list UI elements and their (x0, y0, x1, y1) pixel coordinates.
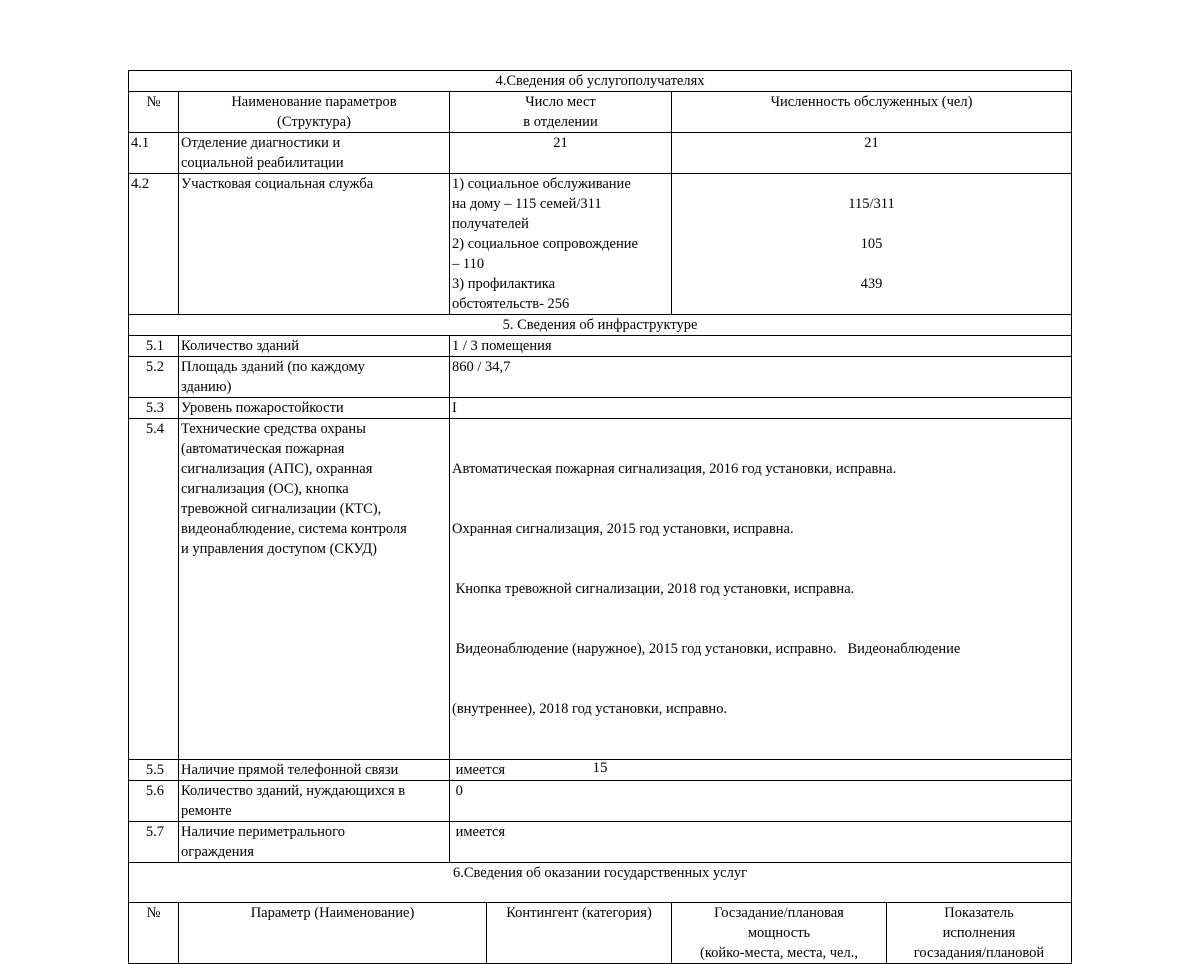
row-num: 5.4 (129, 419, 179, 760)
row-value-line: Автоматическая пожарная сигнализация, 2016 год установки, исправна. (452, 461, 897, 477)
row-name-line: и управления доступом (СКУД) (181, 541, 377, 557)
row-name-line: Площадь зданий (по каждому (181, 359, 365, 375)
row-num: 5.5 (129, 760, 179, 781)
row-name-line: Отделение диагностики и (181, 135, 341, 151)
table-row (129, 398, 1072, 419)
row-name-line: (автоматическая пожарная (181, 441, 345, 457)
row-value: 0 (450, 781, 1072, 822)
row-value-line: (внутреннее), 2018 год установки, исправно. (452, 701, 728, 717)
header-indicator-line: госзадания/плановой (913, 945, 1045, 961)
row-value: 1 / 3 помещения (450, 336, 1072, 357)
row-name (179, 822, 450, 863)
header-plan-line: мощность (747, 925, 811, 941)
row-places-line: обстоятельств- 256 (452, 296, 570, 312)
row-places-line: 2) социальное сопровождение (452, 236, 638, 252)
row-name-line: Количество зданий, нуждающихся в (181, 783, 406, 799)
section-6-header-row (129, 903, 1072, 964)
row-value (450, 419, 1072, 760)
row-name (179, 133, 450, 174)
table-row (129, 822, 1072, 863)
header-places-line2: в отделении (523, 114, 598, 130)
row-places-line: на дому – 115 семей/311 (452, 196, 602, 212)
row-value-line: Кнопка тревожной сигнализации, 2018 год установки, исправна. (452, 581, 855, 597)
main-table (128, 70, 1072, 964)
row-num: 5.7 (129, 822, 179, 863)
section-4-header-row (129, 92, 1072, 133)
header-contingent: Контингент (категория) (487, 903, 672, 964)
row-name-line: сигнализация (АПС), охранная (181, 461, 373, 477)
header-places-line1: Число мест (525, 94, 596, 110)
row-served (672, 174, 1072, 315)
header-num: № (129, 903, 179, 964)
header-indicator-line: исполнения (942, 925, 1016, 941)
row-name-line: видеонаблюдение, система контроля (181, 521, 407, 537)
header-param: Параметр (Наименование) (179, 903, 487, 964)
row-num: 5.2 (129, 357, 179, 398)
row-served: 21 (672, 133, 1072, 174)
header-name (179, 92, 450, 133)
header-plan-line: (койко-места, места, чел., (700, 945, 858, 961)
table-row (129, 336, 1072, 357)
row-name (179, 419, 450, 760)
row-num: 4.2 (129, 174, 179, 315)
header-indicator (887, 903, 1072, 964)
section-5-title-row (129, 315, 1072, 336)
header-name-line2: (Структура) (277, 114, 351, 130)
row-value: имеется (450, 760, 1072, 781)
row-places-line: 3) профилактика (452, 276, 556, 292)
row-name-line: сигнализация (ОС), кнопка (181, 481, 349, 497)
row-name: Участковая социальная служба (179, 174, 450, 315)
row-num: 5.1 (129, 336, 179, 357)
header-served: Численность обслуженных (чел) (672, 92, 1072, 133)
row-name-line: ремонте (181, 803, 232, 819)
section-6-title-row (129, 863, 1072, 903)
row-num: 5.3 (129, 398, 179, 419)
row-value: I (450, 398, 1072, 419)
table-row (129, 133, 1072, 174)
header-name-line1: Наименование параметров (231, 94, 397, 110)
row-name-line: зданию) (181, 379, 232, 395)
row-served-value: 115/311 (848, 196, 895, 212)
row-name-line: социальной реабилитации (181, 155, 344, 171)
table-row (129, 781, 1072, 822)
row-num: 5.6 (129, 781, 179, 822)
section-4-title-row (129, 71, 1072, 92)
row-name (179, 781, 450, 822)
row-num: 4.1 (129, 133, 179, 174)
section-5-title: 5. Сведения об инфраструктуре (129, 315, 1072, 336)
row-places-line: 1) социальное обслуживание (452, 176, 631, 192)
row-places-line: получателей (452, 216, 529, 232)
row-name-line: Технические средства охраны (181, 421, 366, 437)
header-places (450, 92, 672, 133)
row-value: 860 / 34,7 (450, 357, 1072, 398)
section-6-title: 6.Сведения об оказании государственных услуг (129, 863, 1072, 903)
row-name-line: ограждения (181, 844, 254, 860)
row-served-value: 439 (860, 276, 883, 292)
row-name-line: Наличие периметрального (181, 824, 345, 840)
row-value: имеется (450, 822, 1072, 863)
row-places (450, 174, 672, 315)
header-num: № (129, 92, 179, 133)
table-row (129, 357, 1072, 398)
table-row (129, 174, 1072, 315)
table-row (129, 419, 1072, 760)
row-places-line: – 110 (452, 256, 485, 272)
row-name (179, 357, 450, 398)
row-value-line: Охранная сигнализация, 2015 год установки, исправна. (452, 521, 794, 537)
row-value-line: Видеонаблюдение (наружное), 2015 год установки, исправно. Видеонаблюдение (452, 641, 961, 657)
row-places: 21 (450, 133, 672, 174)
row-name: Количество зданий (179, 336, 450, 357)
section-4-title: 4.Сведения об услугополучателях (129, 71, 1072, 92)
row-served-value: 105 (860, 236, 883, 252)
header-indicator-line: Показатель (944, 905, 1014, 921)
row-name: Уровень пожаростойкости (179, 398, 450, 419)
row-name-line: тревожной сигнализации (КТС), (181, 501, 382, 517)
page-number: 15 (592, 760, 608, 776)
header-plan-line: Госзадание/плановая (714, 905, 844, 921)
header-plan (672, 903, 887, 964)
row-name: Наличие прямой телефонной связи (179, 760, 450, 781)
